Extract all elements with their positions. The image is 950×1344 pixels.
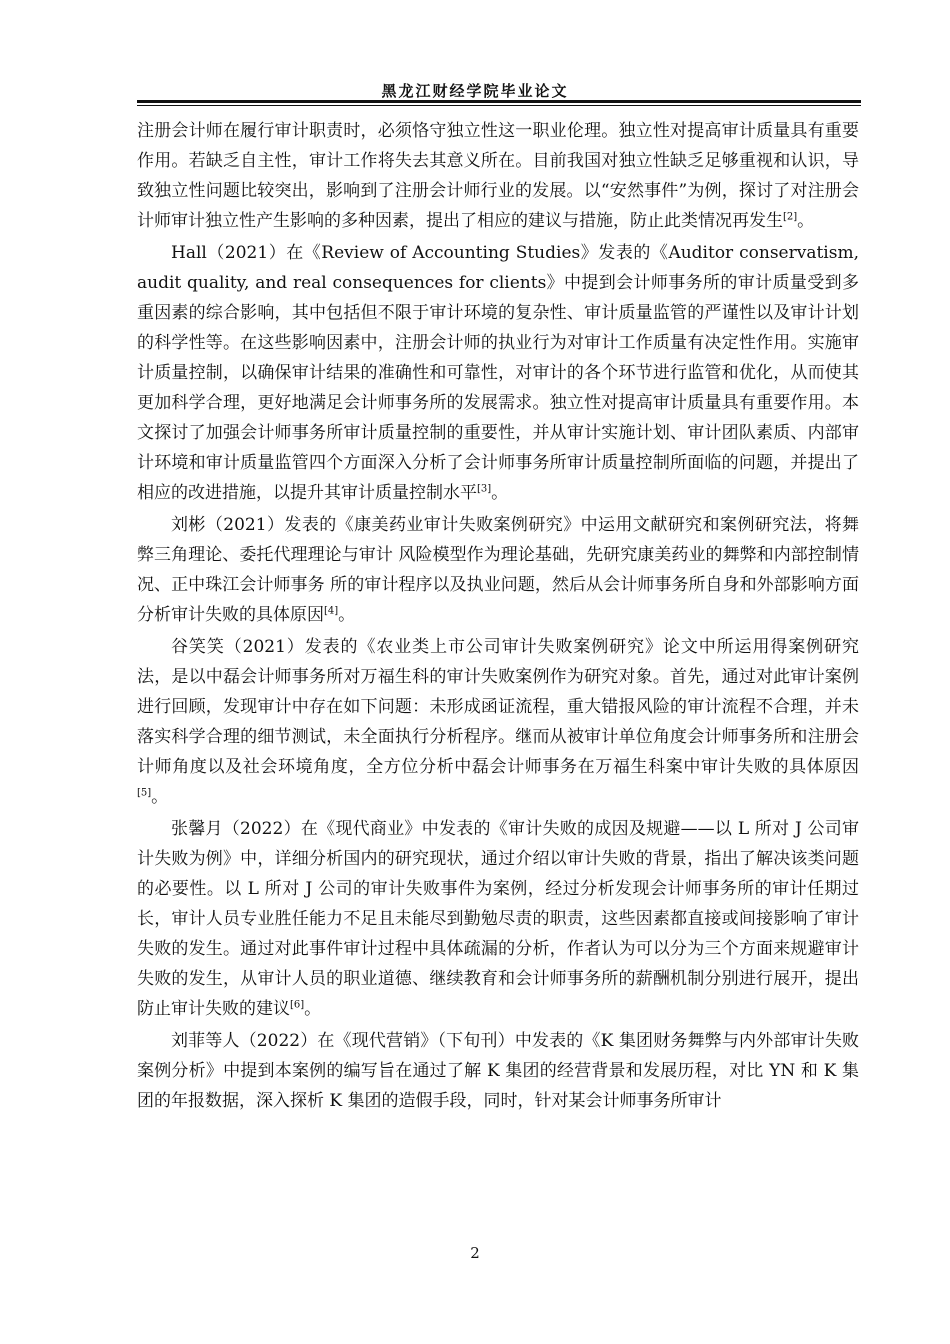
- page-number: 2: [470, 1244, 480, 1262]
- citation-ref: [5]: [137, 787, 152, 799]
- page-header-title: 黑龙江财经学院毕业论文: [381, 82, 569, 100]
- paragraph-text: Hall（2021）在《Review of Accounting Studies》发表的《Auditor conservatism, audit quality, and real consequences for clients》中提到会计师事务所的审计质量受到多重因素的综合影响，其中包括但不限于审计环境的复杂性、审计质量监管的严谨性以及审计计划的科学性等。在这些影响因素中，注册会计师的执业行为对审计工作质量有决定性作用。实施审计质量控制，以确保审计结果的准确性和可靠性，对审计的各个环节进行监管和优化，从而使其更加科学合理，更好地满足会计师事务所的发展需求。独立性对提高审计质量具有重要作用。本文探讨了加强会计师事务所审计质量控制的重要性，并从审计实施计划、审计团队素质、内部审计环境和审计质量监管四个方面深入分析了会计师事务所审计质量控制所面临的问题，并提出了相应的改进措施，以提升其审计质量控制水平: [137, 243, 859, 503]
- paragraph: [137, 116, 859, 236]
- paragraph-text: 张馨月（2022）在《现代商业》中发表的《审计失败的成因及规避——以 L 所对 J 公司审计失败为例》中，详细分析国内的研究现状，通过介绍以审计失败的背景，指出了解决该类问题的必要性。以 L 所对 J 公司的审计失败事件为案例，经过分析发现会计师事务所的审计任期过长，审计人员专业胜任能力不足且未能尽到勤勉尽责的职责，这些因素都直接或间接影响了审计失败的发生。通过对此事件审计过程中具体疏漏的分析，作者认为可以分为三个方面来规避审计失败的发生，从审计人员的职业道德、继续教育和会计师事务所的薪酬机制分别进行展开，提出防止审计失败的建议: [137, 819, 859, 1019]
- paragraph: [137, 1026, 859, 1116]
- paragraph: [137, 238, 859, 508]
- paragraph-tail: 。: [151, 787, 169, 807]
- citation-ref: [6]: [290, 999, 305, 1011]
- paragraph-tail: 。: [797, 211, 815, 231]
- paragraph: [137, 814, 859, 1024]
- paragraph-text: 刘菲等人（2022）在《现代营销》（下旬刊）中发表的《K 集团财务舞弊与内外部审计失败案例分析》中提到本案例的编写旨在通过了解 K 集团的经营背景和发展历程，对比 YN 和 K 集团的年报数据，深入探析 K 集团的造假手段，同时，针对某会计师事务所审计: [137, 1031, 859, 1111]
- citation-ref: [4]: [324, 605, 339, 617]
- paragraph: [137, 632, 859, 812]
- paragraph-text: 注册会计师在履行审计职责时，必须恪守独立性这一职业伦理。独立性对提高审计质量具有重要作用。若缺乏自主性，审计工作将失去其意义所在。目前我国对独立性缺乏足够重视和认识，导致独立性问题比较突出，影响到了注册会计师行业的发展。以“安然事件”为例，探讨了对注册会计师审计独立性产生影响的多种因素，提出了相应的建议与措施，防止此类情况再发生: [137, 121, 859, 231]
- header-rule-thin: [137, 105, 861, 106]
- paragraph: [137, 510, 859, 630]
- citation-ref: [3]: [477, 483, 492, 495]
- paragraph-tail: 。: [338, 605, 356, 625]
- body-text: [137, 116, 859, 1118]
- citation-ref: [2]: [783, 211, 798, 223]
- paragraph-text: 谷笑笑（2021）发表的《农业类上市公司审计失败案例研究》论文中所运用得案例研究法，是以中磊会计师事务所对万福生科的审计失败案例作为研究对象。首先，通过对此审计案例进行回顾，发现审计中存在如下问题：未形成函证流程，重大错报风险的审计流程不合理，并未落实科学合理的细节测试，未全面执行分析程序。继而从被审计单位角度会计师事务所和注册会计师角度以及社会环境角度，全方位分析中磊会计师事务在万福生科案中审计失败的具体原因: [137, 637, 859, 777]
- paragraph-tail: 。: [304, 999, 322, 1019]
- header-rule-thick: [137, 100, 861, 103]
- paragraph-text: 刘彬（2021）发表的《康美药业审计失败案例研究》中运用文献研究和案例研究法，将舞弊三角理论、委托代理理论与审计 风险模型作为理论基础，先研究康美药业的舞弊和内部控制情况、正中珠江会计师事务 所的审计程序以及执业问题，然后从会计师事务所自身和外部影响方面分析审计失败的具体原因: [137, 515, 859, 625]
- paragraph-tail: 。: [491, 483, 509, 503]
